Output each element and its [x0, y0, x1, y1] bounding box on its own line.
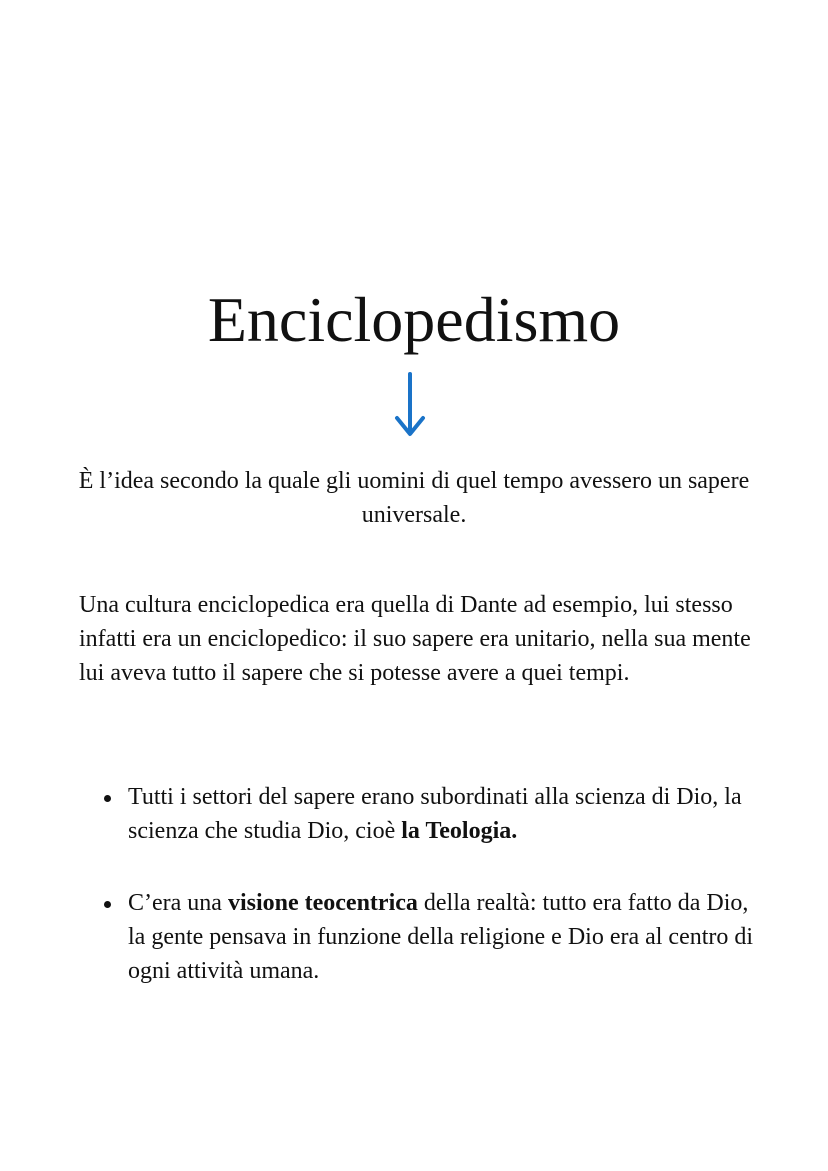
- bullet-text: C’era una: [128, 890, 228, 916]
- list-item: [0, 886, 768, 988]
- definition-text: È l’idea secondo la quale gli uomini di quel tempo avessero un sapere universale.: [78, 468, 750, 528]
- bullet-list: [0, 780, 828, 1026]
- bullet-bold-text: la Teologia.: [401, 818, 518, 844]
- list-item: [0, 780, 768, 848]
- arrow-down-icon: [393, 372, 427, 438]
- bullet-bold-text: visione teocentrica: [227, 890, 418, 916]
- bullet-icon: [104, 901, 111, 908]
- body-paragraph: Una cultura enciclopedica era quella di Dante ad esempio, lui stesso infatti era un enciclopedico: il suo sapere era unitario, nella sua mente lui aveva tutto il sapere che si potesse avere a quei tempi.: [79, 592, 751, 686]
- bullet-icon: [104, 795, 111, 802]
- bullet-text: Tutti i settori del sapere erano subordinati alla scienza di Dio, la scienza che studia Dio, cioè: [128, 784, 742, 844]
- bullet-text-end: della realtà: tutto era fatto da Dio, la gente pensava in funzione della religione e Dio era al centro di ogni attività umana.: [128, 890, 754, 984]
- page-title: Enciclopedismo: [207, 284, 621, 355]
